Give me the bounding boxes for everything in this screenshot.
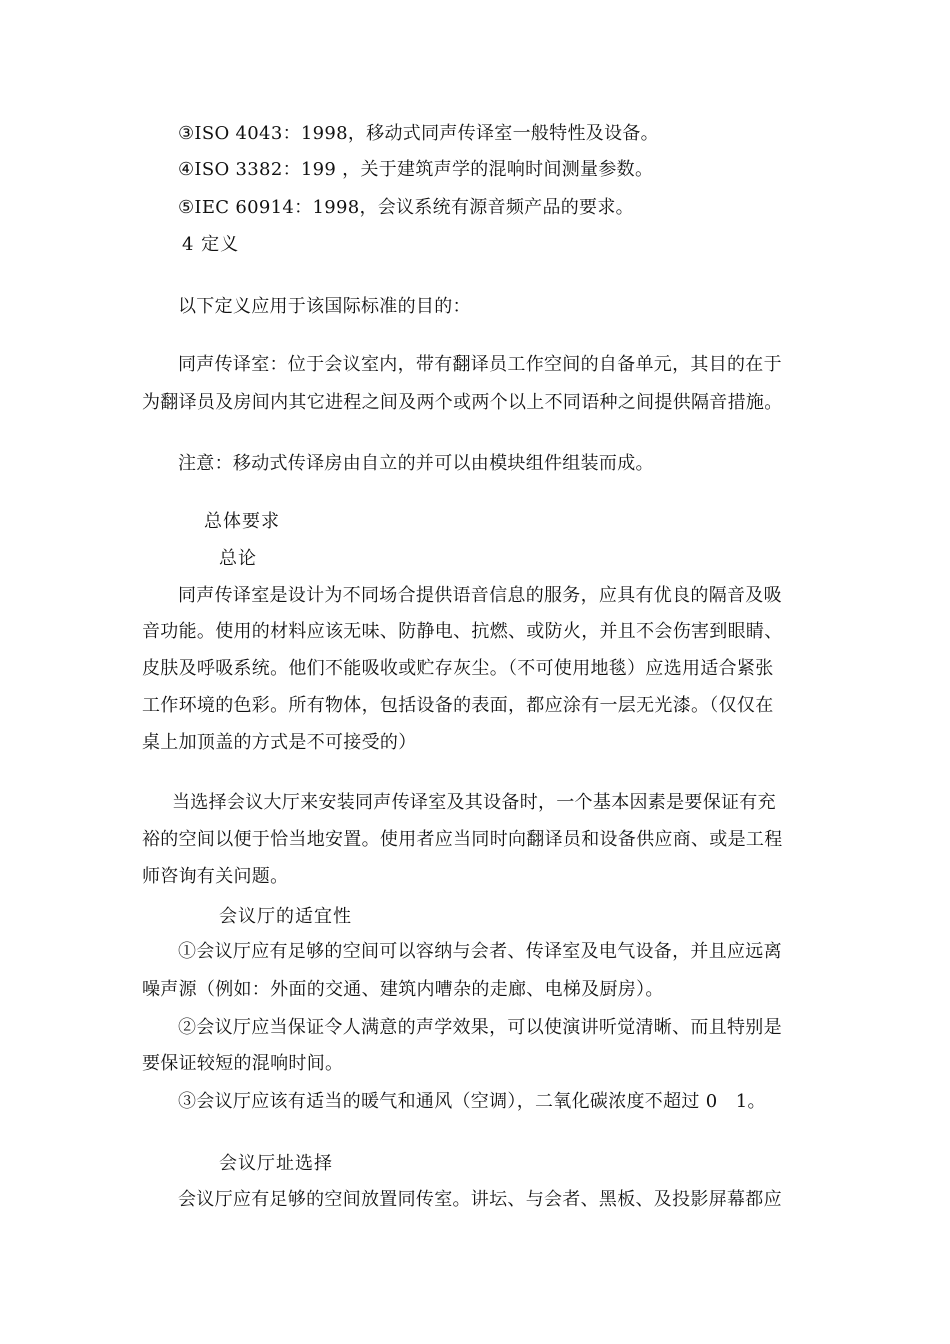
general-para1-line-1: 同声传译室是设计为不同场合提供语音信息的服务，应具有优良的隔音及吸 [178, 585, 782, 606]
suitability-heading: 会议厅的适宜性 [219, 906, 352, 927]
definitions-intro: 以下定义应用于该国际标准的目的： [178, 296, 471, 317]
general-para1-line-4: 工作环境的色彩。所有物体，包括设备的表面，都应涂有一层无光漆。（仅仅在 [142, 695, 774, 716]
general-para2-line-2: 裕的空间以便于恰当地安置。使用者应当同时向翻译员和设备供应商、或是工程 [142, 829, 783, 850]
suitability-item-3: ③会议厅应该有适当的暖气和通风（空调），二氧化碳浓度不超过 0 1。 [178, 1091, 766, 1112]
site-selection-heading: 会议厅址选择 [219, 1153, 333, 1174]
general-para1-line-5: 桌上加顶盖的方式是不可接受的） [142, 732, 417, 753]
reference-iec-60914: ⑤IEC 60914：1998，会议系统有源音频产品的要求。 [178, 197, 634, 218]
general-para1-line-3: 皮肤及呼吸系统。他们不能吸收或贮存灰尘。（不可使用地毯）应选用适合紧张 [142, 658, 774, 679]
general-para1-line-2: 音功能。使用的材料应该无味、防静电、抗燃、或防火，并且不会伤害到眼睛、 [142, 621, 783, 642]
general-para2-line-3: 师咨询有关问题。 [142, 866, 289, 887]
reference-iso-3382: ④ISO 3382：199 ，关于建筑声学的混响时间测量参数。 [178, 159, 654, 180]
suitability-item-2-line-2: 要保证较短的混响时间。 [142, 1053, 344, 1074]
site-selection-line-1: 会议厅应有足够的空间放置同传室。讲坛、与会者、黑板、及投影屏幕都应 [178, 1189, 782, 1210]
general-subheading: 总论 [219, 548, 257, 569]
definition-line-1: 同声传译室：位于会议室内，带有翻译员工作空间的自备单元，其目的在于 [178, 354, 782, 375]
suitability-item-2-line-1: ②会议厅应当保证令人满意的声学效果，可以使演讲听觉清晰、而且特别是 [178, 1017, 782, 1038]
definition-line-2: 为翻译员及房间内其它进程之间及两个或两个以上不同语种之间提供隔音措施。 [142, 392, 783, 413]
suitability-item-1-line-2: 噪声源（例如：外面的交通、建筑内嘈杂的走廊、电梯及厨房）。 [142, 979, 664, 1000]
definition-note: 注意：移动式传译房由自立的并可以由模块组件组装而成。 [178, 453, 654, 474]
reference-iso-4043: ③ISO 4043：1998，移动式同声传译室一般特性及设备。 [178, 123, 659, 144]
section-4-heading: 4 定义 [182, 234, 240, 255]
general-requirements-heading: 总体要求 [204, 511, 280, 532]
general-para2-line-1: 当选择会议大厅来安装同声传译室及其设备时，一个基本因素是要保证有充 [172, 792, 776, 813]
suitability-item-1-line-1: ①会议厅应有足够的空间可以容纳与会者、传译室及电气设备，并且应远离 [178, 941, 782, 962]
